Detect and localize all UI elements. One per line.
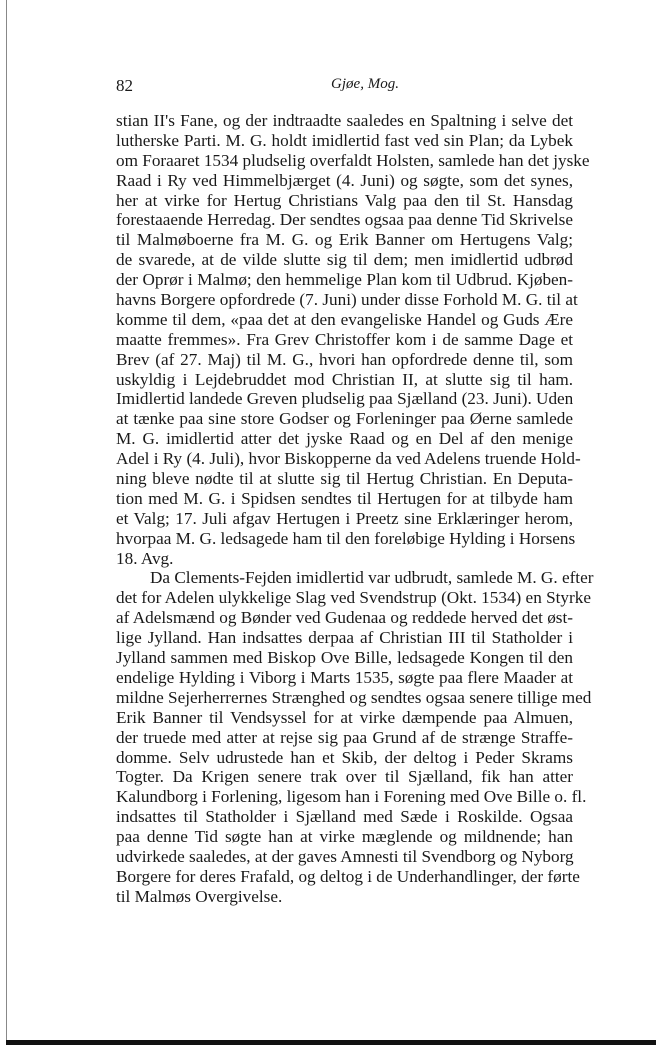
text-line: maatte fremmes». Fra Grev Christoffer kom i de samme Dage et <box>116 329 573 349</box>
text-line: uskyldig i Lejdebruddet mod Christian II, at slutte sig til ham. <box>116 369 573 389</box>
text-line: der truede med atter at rejse sig paa Grund af de strænge Straffe- <box>116 727 573 747</box>
text-line: Imidlertid landede Greven pludselig paa Sjælland (23. Juni). Uden <box>116 389 574 409</box>
text-line: det for Adelen ulykkelige Slag ved Svendstrup (Okt. 1534) en Styrke <box>116 588 591 608</box>
text-line: af Adelsmænd og Bønder ved Gudenaa og reddede herved det øst- <box>116 608 573 628</box>
text-line: Kalundborg i Forlening, ligesom han i Forening med Ove Bille o. fl. <box>116 787 587 807</box>
text-line: komme til dem, «paa det at den evangeliske Handel og Guds Ære <box>116 309 573 329</box>
text-line: M. G. imidlertid atter det jyske Raad og en Del af den menige <box>116 429 573 449</box>
text-line: der Oprør i Malmø; den hemmelige Plan kom til Udbrud. Kjøben- <box>116 270 573 290</box>
text-line: Raad i Ry ved Himmelbjærget (4. Juni) og søgte, som det synes, <box>116 170 573 190</box>
text-line: om Foraaret 1534 pludselig overfaldt Holsten, samlede han det jyske <box>116 150 590 170</box>
text-line: at tænke paa sine store Godser og Forleninger paa Øerne samlede <box>116 409 573 429</box>
text-line: 18. Avg. <box>116 548 174 568</box>
text-line: Da Clements-Fejden imidlertid var udbrudt, samlede M. G. efter <box>150 568 594 588</box>
text-line: udvirkede saaledes, at der gaves Amnesti til Svendborg og Nyborg <box>116 846 574 866</box>
text-line: et Valg; 17. Juli afgav Hertugen i Preetz sine Erklæringer herom, <box>116 508 573 528</box>
text-line: Erik Banner til Vendsyssel for at virke dæmpende paa Almuen, <box>116 707 573 727</box>
text-line: indsattes til Statholder i Sjælland med Sæde i Roskilde. Ogsaa <box>116 807 573 827</box>
text-line: Adel i Ry (4. Juli), hvor Biskopperne da ved Adelens truende Hold- <box>116 449 581 469</box>
text-line: hvorpaa M. G. ledsagede ham til den foreløbige Hylding i Horsens <box>116 528 576 548</box>
text-line: til Malmøs Overgivelse. <box>116 886 283 906</box>
text-line: havns Borgere opfordrede (7. Juni) under disse Forhold M. G. til at <box>116 290 578 310</box>
text-line: lutherske Parti. M. G. holdt imidlertid fast ved sin Plan; da Lybek <box>116 130 573 150</box>
text-line: domme. Selv udrustede han et Skib, der deltog i Peder Skrams <box>116 747 573 767</box>
text-line: Borgere for deres Frafald, og deltog i de Underhandlinger, der førte <box>116 866 580 886</box>
text-line: paa denne Tid søgte han at virke mæglende og mildnende; han <box>116 827 573 847</box>
text-line: tion med M. G. i Spidsen sendtes til Hertugen for at tilbyde ham <box>116 488 573 508</box>
text-line: Jylland sammen med Biskop Ove Bille, ledsagede Kongen til den <box>116 648 573 668</box>
page-number: 82 <box>116 76 133 95</box>
text-line: endelige Hylding i Viborg i Marts 1535, søgte paa flere Maader at <box>116 667 573 687</box>
running-head: Gjøe, Mog. <box>331 76 399 92</box>
text-line: de svarede, at de vilde slutte sig til dem; men imidlertid udbrød <box>116 250 573 270</box>
text-line: stian II's Fane, og der indtraadte saaledes en Spaltning i selve det <box>116 111 573 130</box>
text-line: lige Jylland. Han indsattes derpaa af Christian III til Statholder i <box>116 628 573 648</box>
text-line: her at virke for Hertug Christians Valg paa den til St. Hansdag <box>116 190 573 210</box>
text-line: Brev (af 27. Maj) til M. G., hvori han opfordrede denne til, som <box>116 349 573 369</box>
body-text <box>116 111 594 907</box>
scan-left-edge <box>6 0 7 1045</box>
text-line: forestaaende Herredag. Der sendtes ogsaa paa denne Tid Skrivelse <box>116 210 573 230</box>
text-line: til Malmøboerne fra M. G. og Erik Banner om Hertugens Valg; <box>116 230 573 250</box>
text-line: mildne Sejerherrernes Strænghed og sendtes ogsaa senere tillige med <box>116 687 592 707</box>
text-line: Togter. Da Krigen senere trak over til Sjælland, fik han atter <box>116 767 573 787</box>
scan-bottom-edge <box>6 1040 656 1045</box>
text-line: ning bleve nødte til at slutte sig til Hertug Christian. En Deputa- <box>116 469 573 489</box>
